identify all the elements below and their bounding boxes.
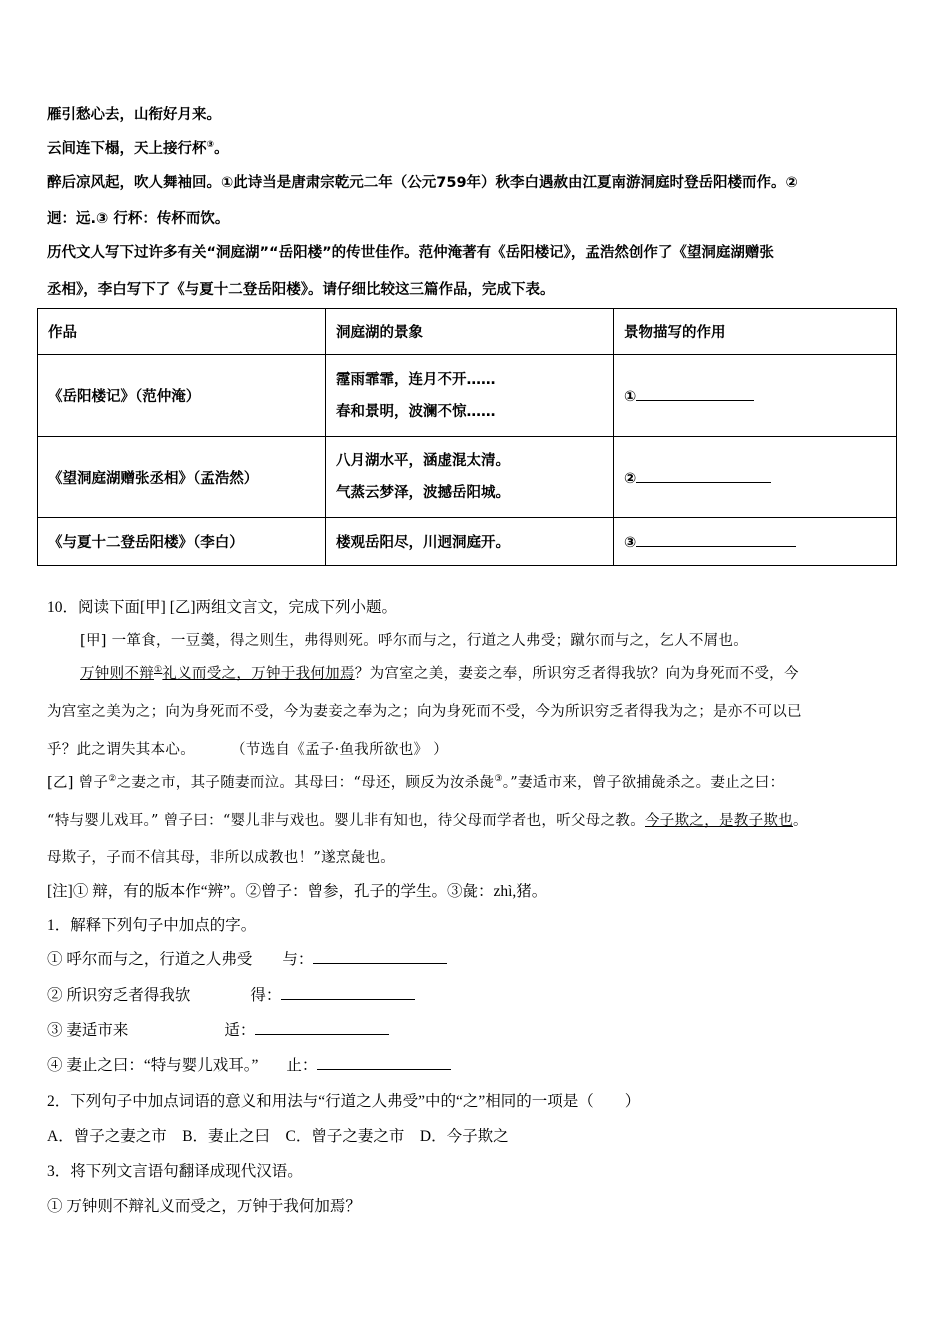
answer-blank[interactable] bbox=[317, 1055, 451, 1070]
poem-line-3: 醉后凉风起，吹人舞袖回。①此诗当是唐肃宗乾元二年（公元759年）秋李白遇赦由江夏南游洞庭时登岳阳楼而作。② bbox=[47, 175, 798, 191]
sub1-item: ③ 妻适市来 适： bbox=[47, 1018, 389, 1040]
row-work: 《岳阳楼记》（范仲淹） bbox=[38, 355, 326, 437]
jia-line-2: 万钟则不辩①礼义而受之，万钟于我何加焉？为宫室之美，妻妾之奉，所识穷乏者得我欤？向为身死而不受，今 bbox=[80, 665, 799, 682]
poem-line-2: 云间连下榻，天上接行杯③。 bbox=[47, 140, 229, 157]
sub1-item: ④ 妻止之曰：“特与婴儿戏耳。” 止： bbox=[47, 1053, 451, 1075]
scene-line: 霪雨霏霏，连月不开…… bbox=[336, 371, 496, 388]
scene-line: 春和景明，波澜不惊…… bbox=[336, 403, 496, 420]
answer-blank[interactable] bbox=[313, 949, 447, 964]
header-scene: 洞庭湖的景象 bbox=[326, 309, 614, 355]
sub2-options: A．曾子之妻之市 B．妻止之曰 C．曾子之妻之市 D．今子欺之 bbox=[47, 1128, 509, 1145]
sub1-item: ② 所识穷乏者得我欤 得： bbox=[47, 983, 415, 1005]
row-scene bbox=[326, 518, 614, 566]
row-answer[interactable]: ③ bbox=[614, 518, 897, 566]
jia-line-3: 为宫室之美为之；向为身死而不受，今为妻妾之奉为之；向为身死而不受，今为所识穷乏者得我为之；是亦不可以已 bbox=[47, 704, 802, 720]
sub2-title: 2．下列句子中加点词语的意义和用法与“行道之人弗受”中的“之”相同的一项是（ ） bbox=[47, 1093, 641, 1110]
sub3-title: 3．将下列文言语句翻译成现代汉语。 bbox=[47, 1163, 303, 1180]
table-row bbox=[38, 355, 897, 437]
q10-title: 10．阅读下面[甲] [乙]两组文言文，完成下列小题。 bbox=[47, 599, 398, 616]
jia-line-4: 乎？此之谓失其本心。 （节选自《孟子·鱼我所欲也》 ） bbox=[47, 742, 449, 758]
answer-blank[interactable] bbox=[255, 1020, 389, 1035]
scene-line: 八月湖水平，涵虚混太清。 bbox=[336, 453, 510, 469]
header-work: 作品 bbox=[38, 309, 326, 355]
row-scene bbox=[326, 355, 614, 437]
q10-note: [注]① 辩，有的版本作“辨”。②曾子：曾参，孔子的学生。③彘：zhì,猪。 bbox=[47, 883, 548, 900]
intro-line-2: 丞相》，李白写下了《与夏十二登岳阳楼》。请仔细比较这三篇作品，完成下表。 bbox=[47, 282, 555, 298]
answer-blank[interactable] bbox=[281, 985, 415, 1000]
answer-blank[interactable] bbox=[636, 386, 754, 401]
poem-line-1: 雁引愁心去，山衔好月来。 bbox=[47, 107, 221, 123]
sub1-item: ① 呼尔而与之，行道之人弗受 与： bbox=[47, 947, 447, 969]
yi-line-2: “特与婴儿戏耳。” 曾子曰：“婴儿非与戏也。婴儿非有知也，待父母而学者也，听父母之教。今子欺之，是教子欺也。 bbox=[47, 813, 808, 829]
poem-notes: 迥：远.③ 行杯：传杯而饮。 bbox=[47, 211, 230, 227]
table-row bbox=[38, 437, 897, 518]
sub3-item: ① 万钟则不辩礼义而受之，万钟于我何加焉？ bbox=[47, 1198, 361, 1215]
jia-line-1: [甲] 一箪食，一豆羹，得之则生，弗得则死。呼尔而与之，行道之人弗受；蹴尔而与之，乞人不屑也。 bbox=[80, 633, 749, 649]
comparison-table bbox=[37, 308, 897, 566]
row-answer[interactable]: ② bbox=[614, 437, 897, 518]
scene-line: 楼观岳阳尽，川迥洞庭开。 bbox=[336, 535, 510, 551]
row-work: 《与夏十二登岳阳楼》（李白） bbox=[38, 518, 326, 566]
sub1-title: 1．解释下列句子中加点的字。 bbox=[47, 917, 257, 934]
yi-line-1: [乙] 曾子②之妻之市，其子随妻而泣。其母曰：“母还，顾反为汝杀彘③。”妻适市来，曾子欲捕彘杀之。妻止之曰： bbox=[47, 774, 785, 791]
row-scene bbox=[326, 437, 614, 518]
scene-line: 气蒸云梦泽，波撼岳阳城。 bbox=[336, 485, 510, 501]
table-header-row bbox=[38, 309, 897, 355]
yi-line-3: 母欺子，子而不信其母，非所以成教也！”遂烹彘也。 bbox=[47, 850, 396, 866]
header-function: 景物描写的作用 bbox=[614, 309, 897, 355]
intro-line-1: 历代文人写下过许多有关“洞庭湖”“岳阳楼”的传世佳作。范仲淹著有《岳阳楼记》，孟浩然创作了《望洞庭湖赠张 bbox=[47, 245, 774, 261]
answer-blank[interactable] bbox=[636, 468, 771, 483]
answer-blank[interactable] bbox=[636, 532, 796, 547]
row-work: 《望洞庭湖赠张丞相》（孟浩然） bbox=[38, 437, 326, 518]
row-answer[interactable]: ① bbox=[614, 355, 897, 437]
table-row bbox=[38, 518, 897, 566]
